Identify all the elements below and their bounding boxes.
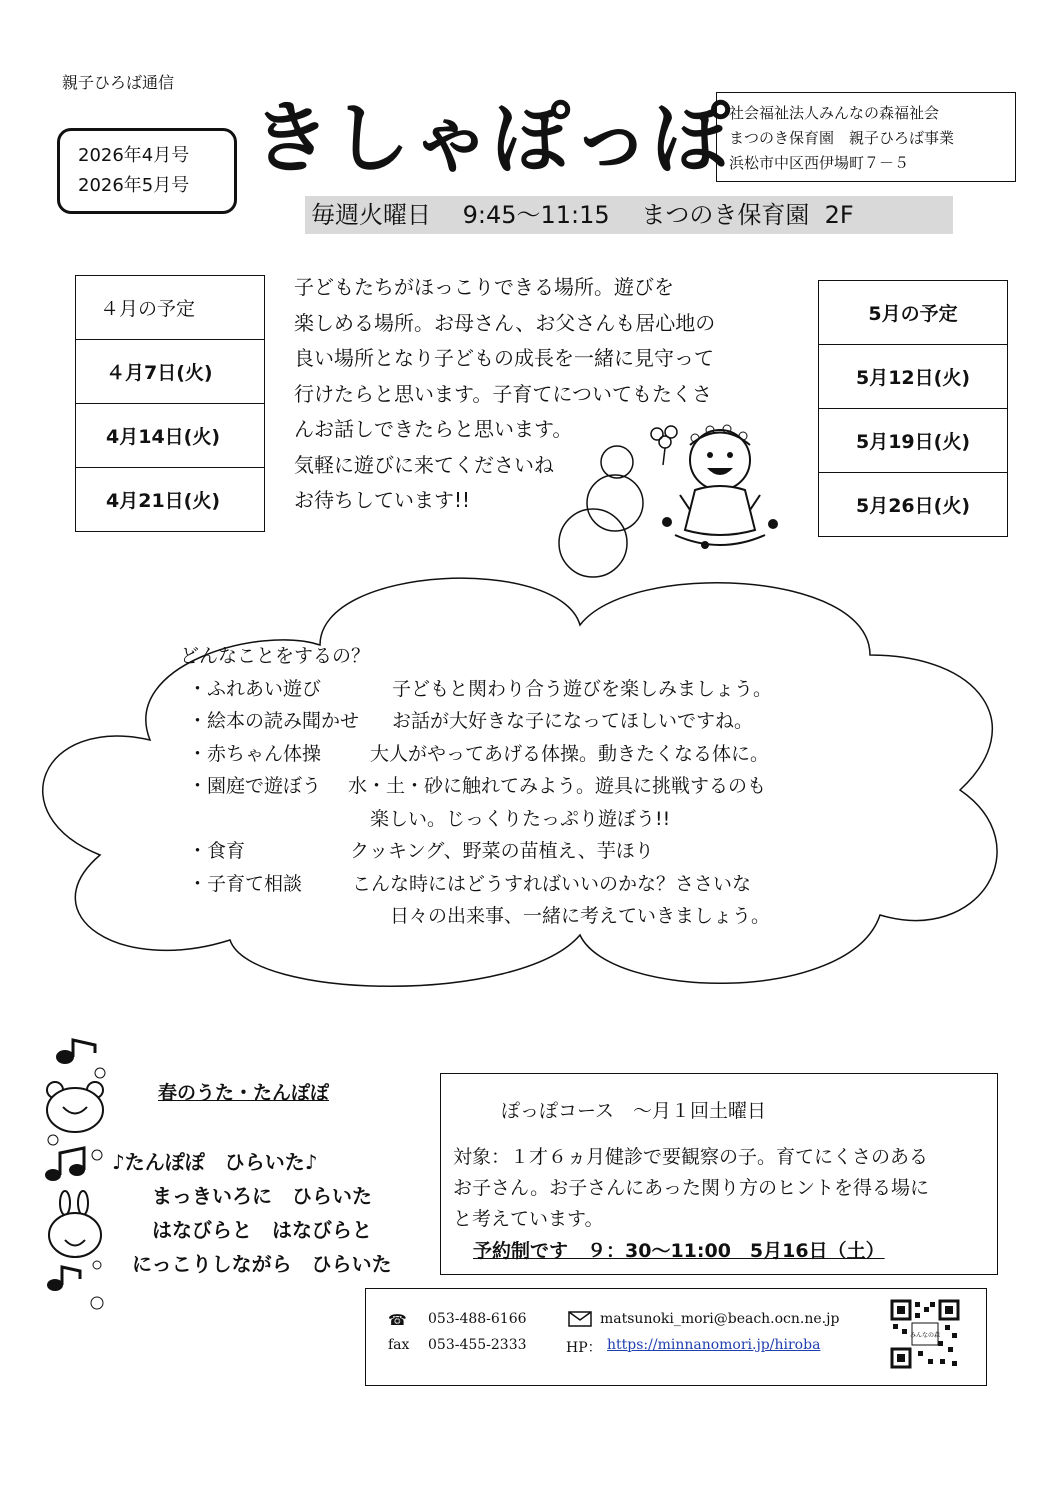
activity-item	[180, 835, 654, 868]
org-name: 社会福祉法人みんなの森福祉会	[729, 104, 940, 122]
qr-caption: みんなの森	[909, 1332, 941, 1339]
hp-label: HP：	[566, 1340, 602, 1356]
activity-desc: 子どもと関わり合う遊びを楽しみましょう。	[392, 677, 773, 700]
qr-code-icon[interactable]	[890, 1299, 960, 1369]
baby-icon	[651, 425, 778, 549]
music-note-icon	[45, 1148, 85, 1181]
activity-name: ・食育	[188, 840, 246, 862]
activity-desc-cont: 日々の出来事、一緒に考えていきましょう。	[390, 905, 771, 927]
activity-desc: こんな時にはどうすればいいのかな？ささいな	[352, 872, 752, 895]
bubble-small	[601, 446, 633, 478]
april-date: 4月21日(火)	[76, 468, 265, 532]
fax-label: fax	[388, 1337, 410, 1353]
activity-name: ・ふれあい遊び	[188, 677, 322, 700]
may-date: 5月19日(火)	[819, 409, 1008, 473]
poppo-course-box	[440, 1073, 998, 1275]
org-program: まつのき保育園 親子ひろば事業	[729, 129, 955, 147]
activity-desc: お話が大好きな子になってほしいですね。	[392, 710, 754, 732]
activity-name: ・園庭で遊ぼう	[188, 775, 322, 797]
activity-name: ・赤ちゃん体操	[188, 742, 322, 765]
activity-desc: 水・土・砂に触れてみよう。遊具に挑戦するのも	[348, 775, 767, 797]
course-desc-line: お子さん。お子さんにあった関り方のヒントを得る場に	[453, 1177, 929, 1199]
fax-number: 053-455-2333	[428, 1337, 527, 1353]
org-address: 浜松市中区西伊場町７－５	[729, 154, 910, 172]
activity-item	[180, 868, 752, 901]
intro-line: 子どもたちがほっこりできる場所。遊びを	[294, 275, 674, 299]
activity-item-cont	[180, 900, 771, 933]
organization-box	[716, 92, 1016, 182]
activity-desc-cont: 楽しい。じっくりたっぷり遊ぼう!!	[370, 807, 671, 830]
april-date: 4月14日(火)	[76, 404, 265, 468]
april-schedule-table	[75, 275, 265, 532]
flower-icon	[91, 1261, 103, 1309]
course-desc-line: と考えています。	[453, 1208, 604, 1230]
issue-line-april: 2026年4月号	[78, 145, 190, 166]
activity-desc: 大人がやってあげる体操。動きたくなる体に。	[370, 742, 770, 765]
contact-box	[365, 1288, 987, 1386]
phone-icon: ☎	[388, 1311, 407, 1329]
series-label: 親子ひろば通信	[62, 73, 175, 92]
activity-item	[180, 673, 773, 706]
course-desc-line: 対象：１才６ヵ月健診で要観察の子。育てにくさのある	[453, 1146, 929, 1168]
activity-item-cont	[180, 803, 671, 836]
activity-desc: クッキング、野菜の苗植え、芋ほり	[350, 840, 654, 862]
lyric-line: にっこりしながら ひらいた	[112, 1252, 392, 1276]
issue-line-may: 2026年5月号	[78, 175, 190, 196]
song-title: 春のうた・たんぽぽ	[158, 1082, 330, 1104]
lyric-line: はなびらと はなびらと	[112, 1218, 372, 1242]
intro-line: 良い場所となり子どもの成長を一緒に見守って	[294, 346, 714, 370]
bubble-medium	[587, 475, 643, 531]
april-schedule-heading: ４月の予定	[76, 276, 265, 340]
course-reservation: 予約制です ９：30～11:00 5月16日（土）	[473, 1240, 885, 1262]
decorative-music-column	[35, 1035, 115, 1320]
email-address[interactable]: matsunoki_mori@beach.ocn.ne.jp	[600, 1311, 840, 1327]
may-date: 5月26日(火)	[819, 473, 1008, 537]
activity-name: ・子育て相談	[188, 872, 303, 895]
issue-box	[57, 128, 237, 214]
intro-line: 楽しめる場所。お母さん、お父さんも居心地の	[294, 310, 716, 335]
music-note-icon	[56, 1040, 95, 1064]
course-title: ぽっぽコース ～月１回土曜日	[501, 1100, 767, 1122]
rabbit-icon	[49, 1191, 101, 1257]
mail-icon	[568, 1311, 592, 1327]
phone-number: 053-488-6166	[428, 1311, 527, 1327]
activity-item	[180, 738, 770, 771]
may-schedule-heading: 5月の予定	[819, 281, 1008, 345]
activities-list	[180, 640, 773, 933]
activity-name: ・絵本の読み聞かせ	[188, 710, 360, 732]
song-lyrics	[112, 1145, 392, 1281]
newsletter-title: きしゃぽっぽ	[252, 94, 733, 184]
intro-line: お待ちしています!!	[294, 488, 471, 512]
intro-line: 気軽に遊びに来てくださいね	[294, 452, 554, 477]
may-schedule-table	[818, 280, 1008, 537]
lyric-line: まっきいろに ひらいた	[112, 1184, 372, 1208]
intro-line: んお話しできたらと思います。	[294, 417, 573, 441]
course-description	[453, 1142, 993, 1235]
bear-icon	[47, 1082, 103, 1132]
activity-item	[180, 770, 767, 803]
activity-item	[180, 705, 754, 738]
lyric-line: ♪たんぽぽ ひらいた♪	[112, 1150, 318, 1174]
intro-line: 行けたらと思います。子育てについてもたくさ	[294, 381, 712, 406]
weekly-schedule-bar: 毎週火曜日 9:45～11:15 まつのき保育園 2F	[305, 196, 953, 234]
homepage-link[interactable]: https://minnanomori.jp/hiroba	[607, 1337, 821, 1353]
may-date: 5月12日(火)	[819, 345, 1008, 409]
activities-heading: どんなことをするの？	[180, 645, 371, 667]
music-note-icon	[47, 1267, 80, 1291]
april-date: ４月7日(火)	[76, 340, 265, 404]
